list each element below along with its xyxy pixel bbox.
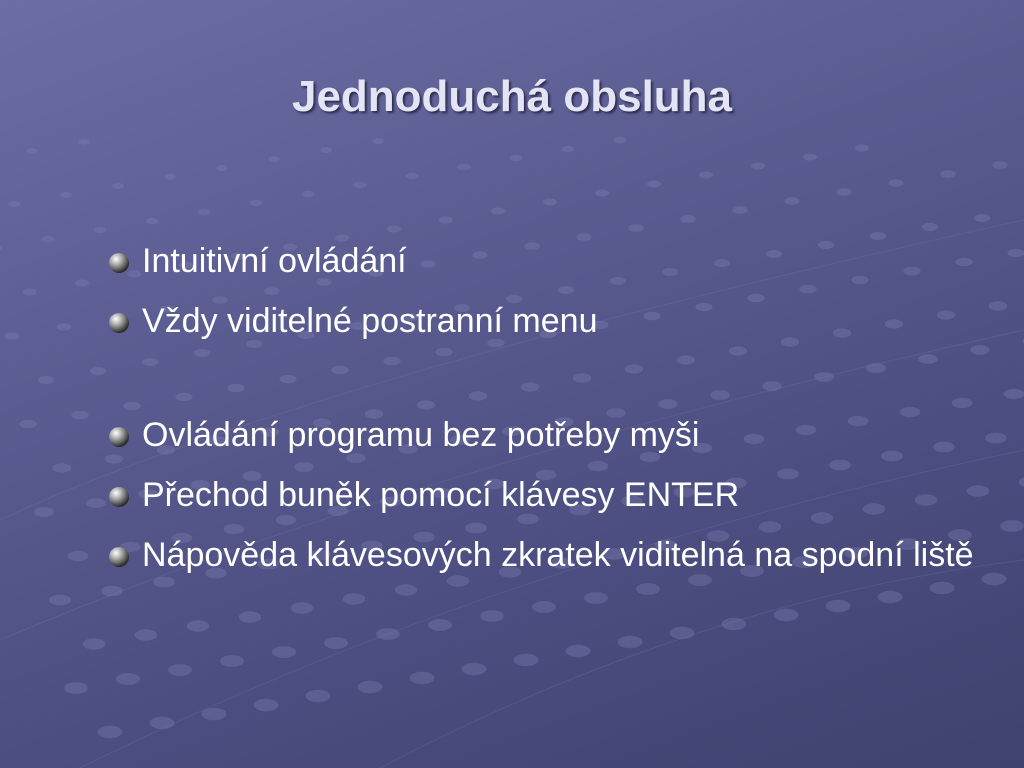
bullet-text: Intuitivní ovládání [142,242,407,280]
bullet-item [106,472,986,518]
sphere-bullet-icon [108,312,130,334]
bullet-text: Ovládání programu bez potřeby myši [142,416,700,454]
bullet-text: Nápověda klávesových zkratek viditelná na spodní liště [142,536,974,574]
sphere-bullet-icon [108,426,130,448]
slide-title: Jednoduchá obsluha [291,72,733,121]
bullet-item [106,532,986,578]
bullet-text: Přechod buněk pomocí klávesy ENTER [142,476,740,514]
bullet-list [106,238,986,592]
bullet-item [106,412,986,458]
bullet-text: Vždy viditelné postranní menu [142,302,598,340]
bullet-item [106,238,986,284]
sphere-bullet-icon [108,546,130,568]
bullet-spacer [106,358,986,404]
bullet-item [106,298,986,344]
sphere-bullet-icon [108,252,130,274]
sphere-bullet-icon [108,486,130,508]
